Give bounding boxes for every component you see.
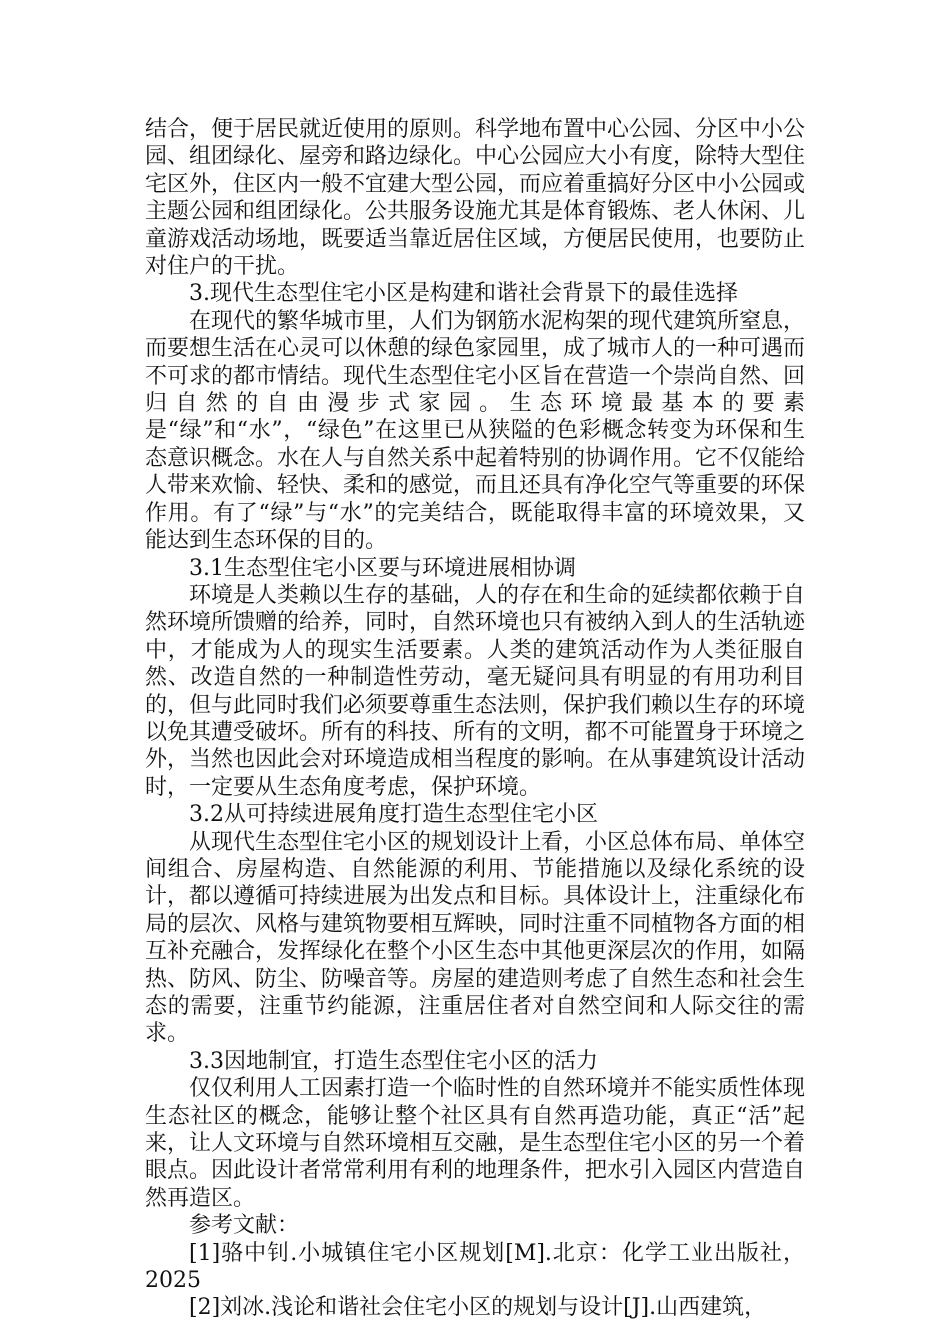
section-heading-3-2: 3.2从可持续进展角度打造生态型住宅小区 bbox=[189, 802, 598, 828]
references-heading: 参考文献： bbox=[189, 1213, 300, 1239]
reference-item-1: [1]骆中钊.小城镇住宅小区规划[M].北京：化学工业出版社，2025 bbox=[145, 1240, 805, 1294]
paragraph-local-conditions: 仅仅利用人工因素打造一个临时性的自然环境并不能实质性体现生态社区的概念，能够让整个社区具有自然再造功能，真正“活”起来，让人文环境与自然环境相互交融，是生态型住宅小区的另一个着眼点。因此设计者常常利用有利的地理条件，把水引入园区内营造自然再造区。 bbox=[145, 1076, 806, 1211]
paragraph-modern-eco-residence: 在现代的繁华城市里，人们为钢筋水泥构架的现代建筑所窒息，而要想生活在心灵可以休憩的绿色家园里，成了城市人的一种可遇而不可求的都市情结。现代生态型住宅小区旨在营造一个崇尚自然、回归自然的自由漫步式家园。生态环境最基本的要素是“绿”和“水”，“绿色”在这里已从狭隘的色彩概念转变为环保和生态意识概念。水在人与自然关系中起着特别的协调作用。它不仅能给人带来欢愉、轻快、柔和的感觉，而且还具有净化空气等重要的环保作用。有了“绿”与“水”的完美结合，既能取得丰富的环境效果，又能达到生态环保的目的。 bbox=[145, 308, 806, 554]
paragraph-greening-principle: 结合，便于居民就近使用的原则。科学地布置中心公园、分区中小公园、组团绿化、屋旁和路边绿化。中心公园应大小有度，除特大型住宅区外，住区内一般不宜建大型公园，而应着重搞好分区中小公园或主题公园和组团绿化。公共服务设施尤其是体育锻炼、老人休闲、儿童游戏活动场地，既要适当靠近居住区域，方便居民使用，也要防止对住户的干扰。 bbox=[145, 117, 806, 280]
paragraph-environment-coordination: 环境是人类赖以生存的基础，人的存在和生命的延续都依赖于自然环境所馈赠的给养，同时，自然环境也只有被纳入到人的生活轨迹中，才能成为人的现实生活要素。人类的建筑活动作为人类征服自然、改造自然的一种制造性劳动，毫无疑问具有明显的有用功利目的，但与此同时我们必须要尊重生态法则，保护我们赖以生存的环境以免其遭受破坏。所有的科技、所有的文明，都不可能置身于环境之外，当然也因此会对环境造成相当程度的影响。在从事建筑设计活动时，一定要从生态角度考虑，保护环境。 bbox=[145, 582, 806, 800]
reference-item-2: [2]刘冰.浅论和谐社会住宅小区的规划与设计[J].山西建筑， bbox=[189, 1295, 767, 1321]
section-heading-3-3: 3.3因地制宜，打造生态型住宅小区的活力 bbox=[189, 1048, 598, 1074]
paragraph-sustainable-design: 从现代生态型住宅小区的规划设计上看，小区总体布局、单体空间组合、房屋构造、自然能源的利用、节能措施以及绿化系统的设计，都以遵循可持续进展为出发点和目标。具体设计上，注重绿化布局的层次、风格与建筑物要相互辉映，同时注重不同植物各方面的相互补充融合，发挥绿化在整个小区生态中其他更深层次的作用，如隔热、防风、防尘、防噪音等。房屋的建造则考虑了自然生态和社会生态的需要，注重节约能源，注重居住者对自然空间和人际交往的需求。 bbox=[145, 829, 806, 1047]
section-heading-3: 3.现代生态型住宅小区是构建和谐社会背景下的最佳选择 bbox=[189, 281, 738, 307]
document-page bbox=[145, 116, 805, 1322]
section-heading-3-1: 3.1生态型住宅小区要与环境进展相协调 bbox=[189, 555, 576, 581]
